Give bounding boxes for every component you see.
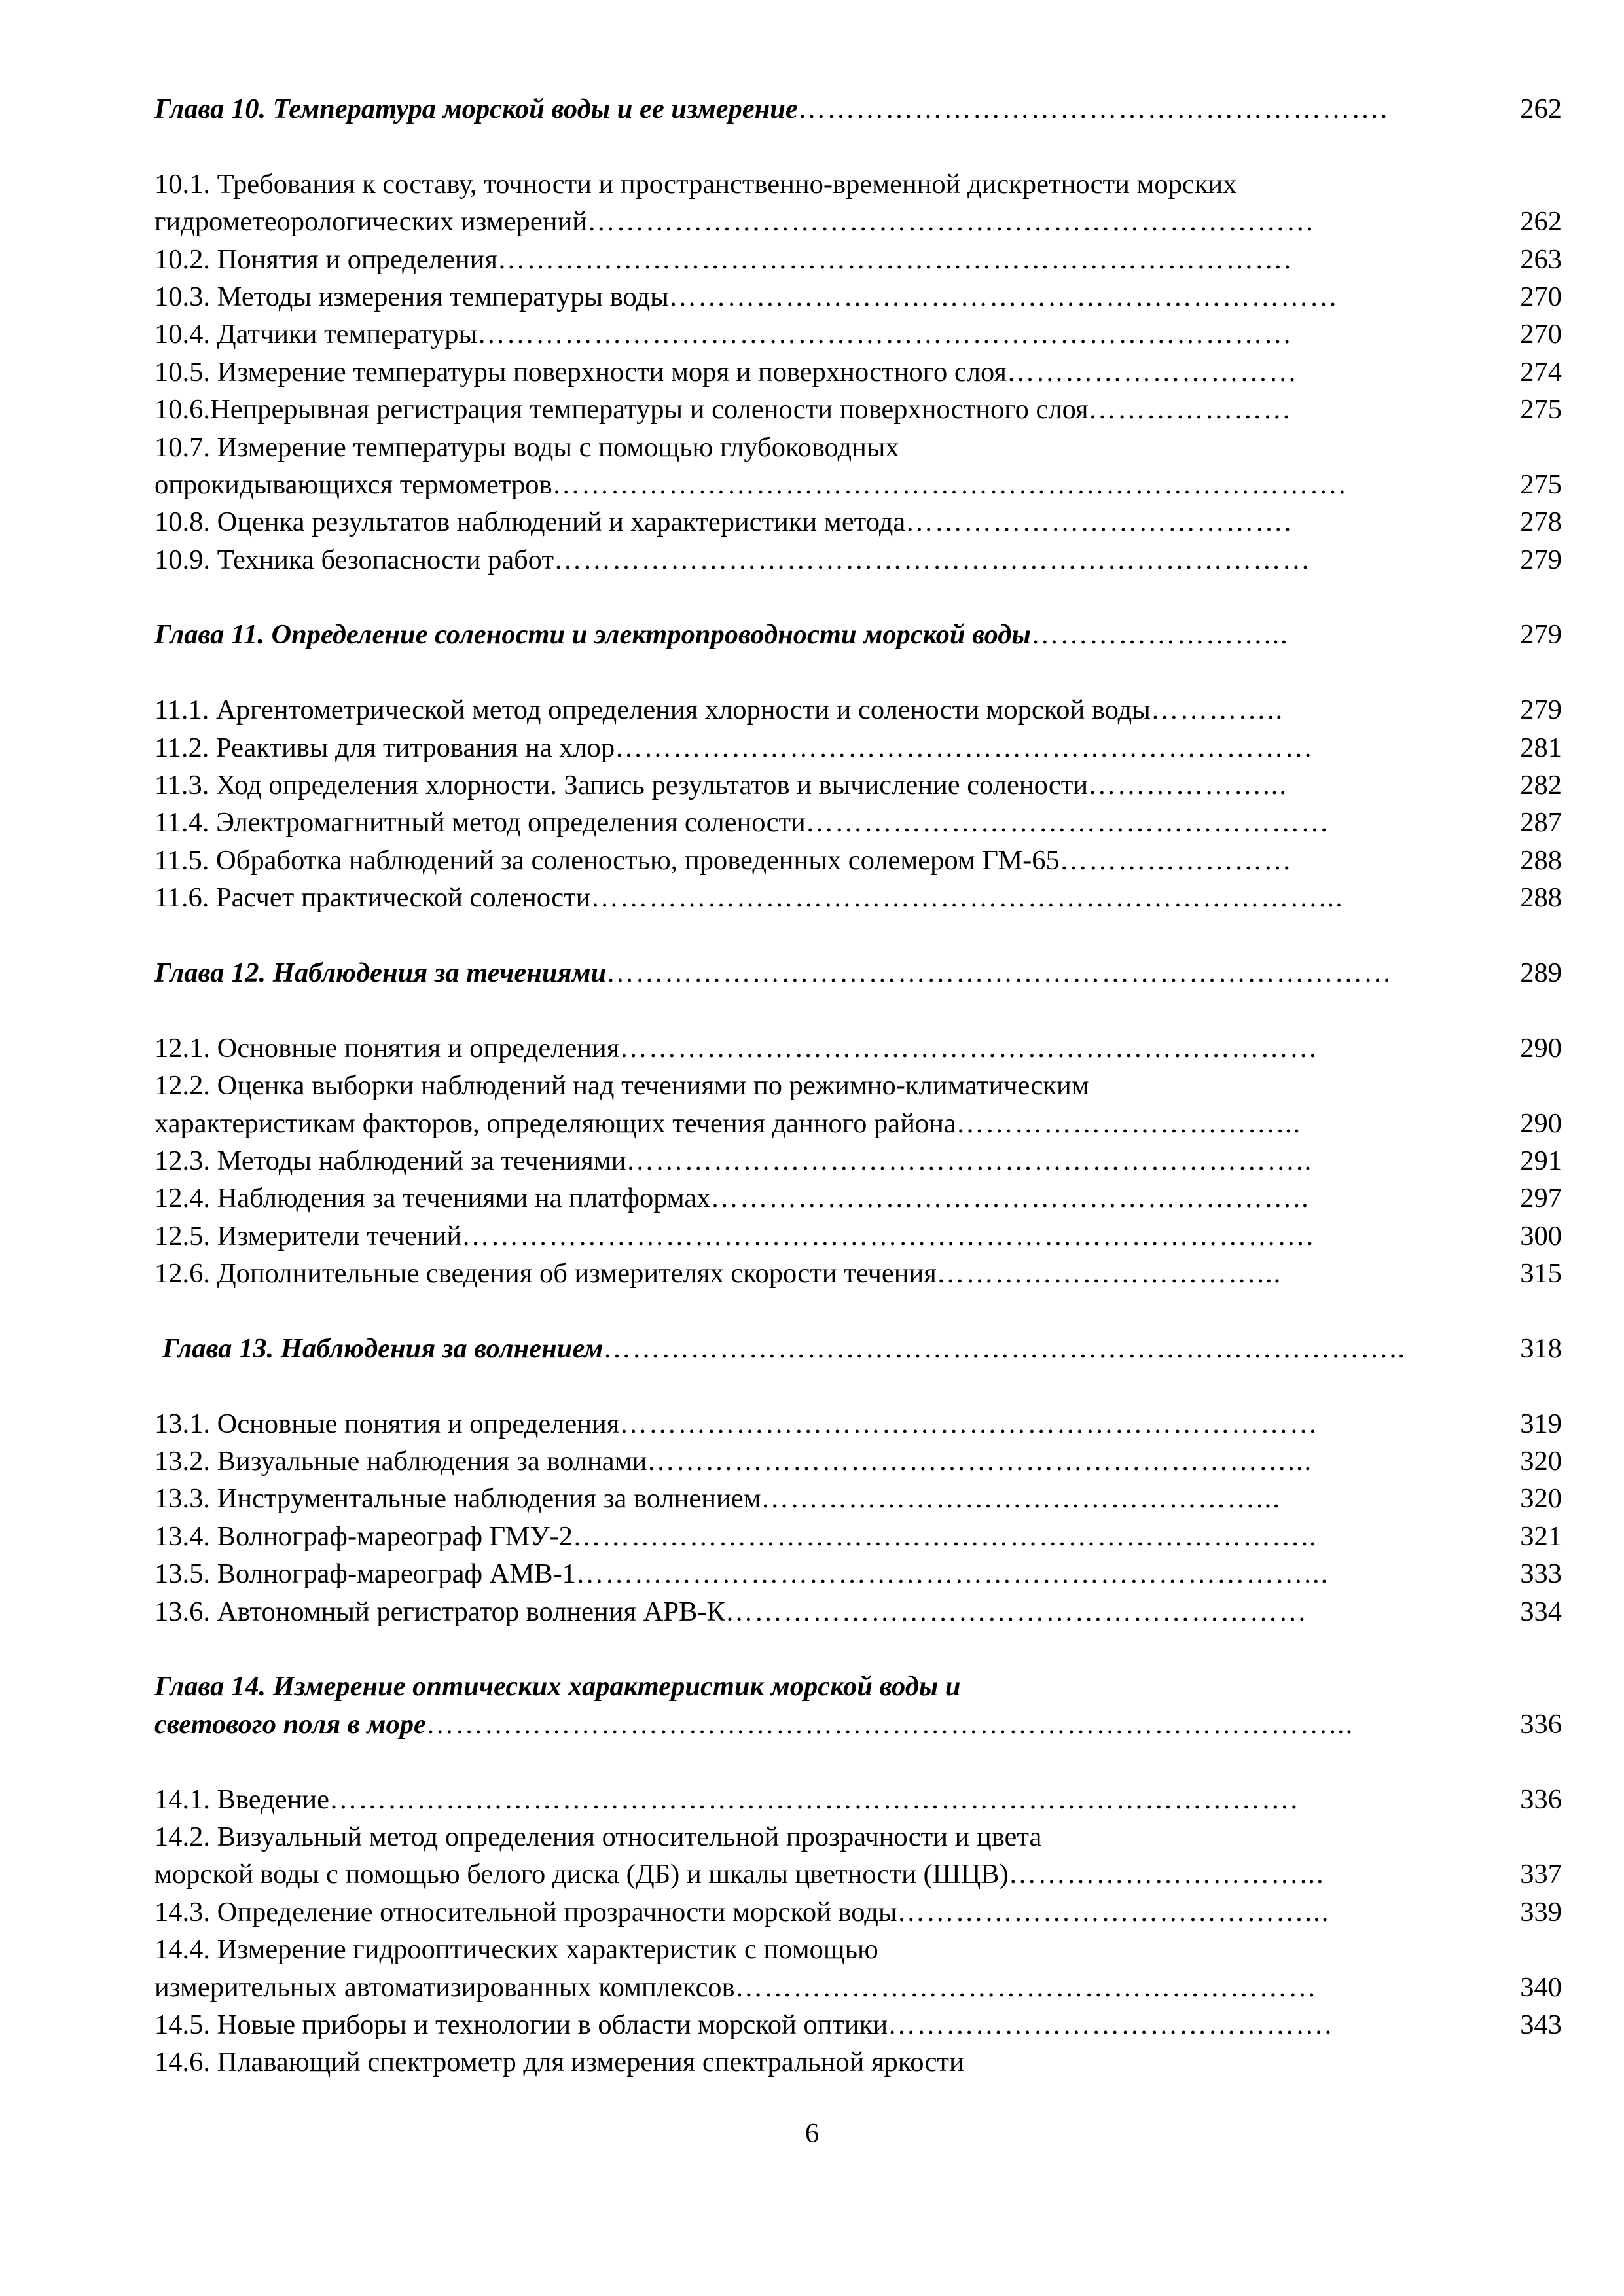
toc-page-number: 282	[1520, 770, 1562, 801]
toc-page-number: 319	[1520, 1408, 1562, 1439]
toc-page-number: 281	[1520, 732, 1562, 763]
toc-spacer	[154, 1743, 1562, 1780]
toc-page-number: 343	[1520, 2009, 1562, 2040]
toc-item-title	[154, 804, 1330, 841]
toc-entry-text: 13.4. Волнограф-мареограф ГМУ-2	[154, 1520, 573, 1552]
toc-entry-text: 12.2. Оценка выборки наблюдений над течениями по режимно-климатическим	[154, 1070, 1089, 1102]
toc-page-number: 287	[1520, 807, 1562, 838]
toc-item-row[interactable]	[154, 2043, 1562, 2081]
toc-item-row[interactable]	[154, 804, 1562, 841]
toc-entry-text: опрокидывающихся термометров	[154, 469, 552, 500]
toc-item-row[interactable]	[154, 1480, 1562, 1517]
toc-page-number: 333	[1520, 1558, 1562, 1590]
toc-item-row[interactable]	[154, 166, 1562, 203]
toc-chapter-row[interactable]	[154, 1668, 1562, 1705]
toc-item-title	[154, 729, 1314, 766]
toc-leader-dots: ………………………………………………………………………	[606, 957, 1393, 988]
toc-entry-text: 10.9. Техника безопасности работ	[154, 544, 554, 575]
toc-item-row[interactable]	[154, 1931, 1562, 1968]
toc-spacer	[154, 917, 1562, 954]
toc-entry-text: гидрометеорологических измерений	[154, 206, 587, 238]
toc-item-row[interactable]	[154, 1969, 1562, 2006]
toc-leader-dots: ………………………………………………	[805, 807, 1330, 838]
toc-item-title	[154, 1818, 1041, 1856]
toc-item-row[interactable]	[154, 2006, 1562, 2043]
toc-entry-text: 10.8. Оценка результатов наблюдений и характеристики метода	[154, 507, 906, 538]
toc-page-number: 340	[1520, 1971, 1562, 2003]
toc-entry-text: 11.1. Аргентометрической метод определения хлорности и солености морской воды	[154, 694, 1151, 726]
toc-item-row[interactable]	[154, 1179, 1562, 1217]
toc-page-number: 275	[1520, 394, 1562, 425]
toc-item-title	[154, 503, 1292, 541]
toc-item-row[interactable]	[154, 879, 1562, 916]
toc-leader-dots: ……………………………………………………………	[668, 281, 1339, 312]
toc-page-number: 337	[1520, 1859, 1562, 1890]
toc-page-number: 321	[1520, 1520, 1562, 1552]
toc-page-number: 336	[1520, 1708, 1562, 1740]
toc-entry-text: 13.6. Автономный регистратор волнения АРВ-К	[154, 1596, 725, 1627]
toc-item-title	[154, 2043, 964, 2081]
toc-item-title	[154, 541, 1311, 579]
toc-item-row[interactable]	[154, 1255, 1562, 1292]
toc-leader-dots: …………………………………………………………………...	[575, 1558, 1329, 1590]
toc-item-row[interactable]	[154, 315, 1562, 353]
toc-entry-text: 10.3. Методы измерения температуры воды	[154, 281, 669, 312]
toc-item-title	[154, 1856, 1325, 1893]
toc-entry-text: 11.3. Ход определения хлорности. Запись результатов и вычисление солености	[154, 770, 1089, 801]
toc-entry-text: Глава 13. Наблюдения за волнением	[162, 1333, 604, 1364]
toc-item-row[interactable]	[154, 541, 1562, 579]
toc-item-row[interactable]	[154, 1555, 1562, 1592]
toc-spacer	[154, 992, 1562, 1029]
toc-page-number: 339	[1520, 1896, 1562, 1928]
toc-item-title	[154, 1781, 1299, 1818]
toc-item-row[interactable]	[154, 466, 1562, 503]
toc-chapter-row[interactable]	[154, 954, 1562, 992]
toc-item-row[interactable]	[154, 391, 1562, 428]
toc-chapter-row[interactable]	[154, 616, 1562, 653]
toc-page-number: 270	[1520, 319, 1562, 350]
toc-item-title	[154, 315, 1293, 353]
toc-item-row[interactable]	[154, 1142, 1562, 1179]
toc-page-number: 279	[1520, 694, 1562, 726]
toc-item-row[interactable]	[154, 1818, 1562, 1856]
toc-page-number: 263	[1520, 243, 1562, 275]
toc-page-number: 297	[1520, 1183, 1562, 1214]
toc-entry-text: 13.3. Инструментальные наблюдения за волнением	[154, 1483, 761, 1515]
toc-page-number: 274	[1520, 356, 1562, 387]
toc-item-row[interactable]	[154, 353, 1562, 391]
toc-entry-text: морской воды с помощью белого диска (ДБ) и шкалы цветности (ШЦВ)	[154, 1859, 1009, 1890]
toc-chapter-title	[154, 1668, 961, 1705]
toc-entry-text: 11.2. Реактивы для титрования на хлор	[154, 732, 615, 763]
toc-item-title	[154, 1105, 1301, 1142]
toc-item-row[interactable]	[154, 1030, 1562, 1067]
toc-entry-text: 13.5. Волнограф-мареограф АМВ-1	[154, 1558, 576, 1590]
toc-entry-text: 10.1. Требования к составу, точности и пространственно-временной дискретности морских	[154, 168, 1237, 200]
toc-chapter-title	[162, 1330, 1406, 1367]
toc-item-row[interactable]	[154, 1067, 1562, 1104]
toc-entry-text: 13.1. Основные понятия и определения	[154, 1408, 620, 1439]
toc-leader-dots: ……………………………………...	[897, 1896, 1330, 1928]
toc-page-number: 336	[1520, 1784, 1562, 1815]
toc-item-title	[154, 166, 1236, 203]
toc-entry-text: 14.6. Плавающий спектрометр для измерения спектральной яркости	[154, 2047, 964, 2078]
toc-entry-text: 14.2. Визуальный метод определения относительной прозрачности и цвета	[154, 1821, 1042, 1852]
toc-item-title	[154, 1067, 1089, 1104]
toc-leader-dots: ……………………...	[1030, 619, 1289, 651]
toc-item-row[interactable]	[154, 1781, 1562, 1818]
toc-page-number: 334	[1520, 1596, 1562, 1627]
toc-item-row[interactable]	[154, 1518, 1562, 1555]
toc-item-title	[154, 1142, 1312, 1179]
toc-page-number: 290	[1520, 1107, 1562, 1139]
toc-item-row[interactable]	[154, 766, 1562, 804]
toc-chapter-row[interactable]	[154, 90, 1562, 128]
toc-item-row[interactable]	[154, 1105, 1562, 1142]
toc-leader-dots: ……………………………………………...	[761, 1483, 1281, 1515]
toc-leader-dots: ……………………………………………………………………	[554, 544, 1312, 575]
toc-entry-text: светового поля в море	[154, 1708, 426, 1740]
toc-spacer	[154, 1630, 1562, 1668]
toc-entry-text: 12.1. Основные понятия и определения	[154, 1032, 620, 1064]
toc-page-number: 262	[1520, 206, 1562, 238]
toc-leader-dots: …………………………………………………………………………	[477, 319, 1293, 350]
toc-entry-text: 12.4. Наблюдения за течениями на платформах	[154, 1183, 711, 1214]
table-of-contents	[154, 90, 1562, 2081]
toc-entry-text: 11.6. Расчет практической солености	[154, 882, 591, 914]
toc-entry-text: 10.6.Непрерывная регистрация температуры и солености поверхностного слоя	[154, 394, 1089, 425]
toc-item-title	[154, 391, 1292, 428]
toc-spacer	[154, 654, 1562, 691]
toc-page-number: 270	[1520, 281, 1562, 312]
toc-page-number: 279	[1520, 619, 1562, 651]
toc-leader-dots: ……………………………………….	[888, 2009, 1333, 2040]
toc-item-title	[154, 2006, 1333, 2043]
page-number: 6	[804, 2118, 820, 2149]
toc-page-number: 289	[1520, 957, 1562, 988]
toc-entry-text: Глава 11. Определение солености и электропроводности морской воды	[154, 619, 1031, 651]
toc-entry-text: характеристикам факторов, определяющих течения данного района	[154, 1107, 956, 1139]
toc-leader-dots: ……………………………………………………………………….	[497, 243, 1292, 275]
toc-chapter-title	[154, 954, 1393, 992]
toc-item-row[interactable]	[154, 1443, 1562, 1480]
toc-item-row[interactable]	[154, 1593, 1562, 1630]
toc-chapter-row[interactable]	[154, 1330, 1562, 1367]
toc-page-number: 288	[1520, 882, 1562, 914]
toc-leader-dots: ……………………………………………………	[725, 1596, 1308, 1627]
toc-entry-text: измерительных автоматизированных комплексов	[154, 1971, 735, 2003]
toc-item-row[interactable]	[154, 429, 1562, 466]
toc-item-title	[154, 1893, 1329, 1931]
toc-page-number: 315	[1520, 1258, 1562, 1289]
toc-entry-text: 14.1. Введение	[154, 1784, 329, 1815]
toc-item-title	[154, 1969, 1318, 2006]
toc-item-title	[154, 1443, 1312, 1480]
toc-leader-dots: …………………………………………………………………………………...	[425, 1708, 1354, 1740]
toc-page-number: 288	[1520, 844, 1562, 876]
toc-leader-dots: …………………………………………………………………...	[590, 882, 1344, 914]
toc-leader-dots: …………………	[1088, 394, 1293, 425]
toc-item-title	[154, 278, 1339, 315]
toc-page-number: 262	[1520, 94, 1562, 124]
toc-leader-dots: …………………………………………………….	[797, 94, 1389, 124]
toc-item-title	[154, 466, 1347, 503]
toc-leader-dots: ………………...	[1088, 770, 1288, 801]
toc-page-number: 318	[1520, 1333, 1562, 1364]
toc-item-title	[154, 1518, 1318, 1555]
toc-item-title	[154, 879, 1344, 916]
toc-spacer	[154, 1293, 1562, 1330]
toc-leader-dots: …………………………………………………………………………….	[461, 1220, 1315, 1251]
toc-leader-dots: ……………………………………………………………..	[626, 1145, 1313, 1176]
toc-page-number: 320	[1520, 1483, 1562, 1515]
toc-item-row[interactable]	[154, 278, 1562, 315]
toc-leader-dots: ……………………………...	[956, 1107, 1302, 1139]
toc-leader-dots: ………………………………….	[905, 507, 1293, 538]
toc-item-row[interactable]	[154, 729, 1562, 766]
toc-leader-dots: …………………………………………………………...	[647, 1446, 1313, 1477]
toc-item-title	[154, 842, 1293, 879]
toc-entry-text: 14.3. Определение относительной прозрачности морской воды	[154, 1896, 897, 1928]
toc-leader-dots: …………………………...	[1008, 1859, 1325, 1890]
toc-item-row[interactable]	[154, 842, 1562, 879]
toc-leader-dots: ………………………………………………………………	[615, 732, 1314, 763]
toc-entry-text: 14.4. Измерение гидрооптических характеристик с помощью	[154, 1934, 878, 1965]
toc-item-title	[154, 1931, 878, 1968]
toc-item-title	[154, 1179, 1310, 1217]
toc-item-title	[154, 1030, 1318, 1067]
toc-entry-text: Глава 10. Температура морской воды и ее измерение	[154, 94, 798, 124]
toc-item-title	[154, 353, 1298, 391]
toc-item-row[interactable]	[154, 503, 1562, 541]
toc-leader-dots: ……………………………………………………	[734, 1971, 1318, 2003]
toc-item-title	[154, 1405, 1318, 1443]
toc-page-number: 290	[1520, 1032, 1562, 1064]
toc-leader-dots: …………………………………………………………………	[586, 206, 1316, 238]
toc-spacer	[154, 128, 1562, 165]
toc-leader-dots: …………..	[1150, 694, 1284, 726]
toc-entry-text: 14.5. Новые приборы и технологии в области морской оптики	[154, 2009, 888, 2040]
toc-chapter-row[interactable]	[154, 1706, 1562, 1743]
toc-leader-dots: ………………………………………………………………	[619, 1408, 1319, 1439]
toc-item-row[interactable]	[154, 1893, 1562, 1931]
toc-item-row[interactable]	[154, 1405, 1562, 1443]
toc-page-number: 291	[1520, 1145, 1562, 1176]
toc-leader-dots: ……………………	[1059, 844, 1293, 876]
toc-leader-dots: …………………………	[1006, 356, 1298, 387]
toc-item-title	[154, 1217, 1314, 1255]
toc-chapter-title	[154, 90, 1388, 128]
toc-entry-text: Глава 12. Наблюдения за течениями	[154, 957, 607, 988]
toc-entry-text: Глава 14. Измерение оптических характеристик морской воды и	[154, 1671, 961, 1702]
toc-item-title	[154, 766, 1288, 804]
toc-page-number: 275	[1520, 469, 1562, 500]
toc-item-title	[154, 203, 1315, 240]
toc-entry-text: 12.6. Дополнительные сведения об измерителях скорости течения	[154, 1258, 937, 1289]
toc-item-title	[154, 1555, 1329, 1592]
toc-item-title	[154, 429, 899, 466]
toc-entry-text: 10.7. Измерение температуры воды с помощью глубоководных	[154, 431, 899, 463]
toc-item-row[interactable]	[154, 241, 1562, 278]
toc-leader-dots: …………………………………………………………………..	[572, 1520, 1318, 1552]
toc-item-title	[154, 241, 1292, 278]
toc-item-title	[154, 691, 1284, 728]
toc-entry-text: 13.2. Визуальные наблюдения за волнами	[154, 1446, 647, 1477]
toc-item-row[interactable]	[154, 691, 1562, 728]
toc-entry-text: 10.4. Датчики температуры	[154, 319, 478, 350]
toc-page-number: 300	[1520, 1220, 1562, 1251]
toc-entry-text: 12.5. Измерители течений	[154, 1220, 462, 1251]
toc-leader-dots: ………………………………………………………………………..	[603, 1333, 1407, 1364]
toc-page-number: 279	[1520, 544, 1562, 575]
toc-spacer	[154, 579, 1562, 616]
toc-item-row[interactable]	[154, 203, 1562, 240]
toc-chapter-title	[154, 1706, 1354, 1743]
toc-item-title	[154, 1480, 1281, 1517]
toc-entry-text: 10.5. Измерение температуры поверхности моря и поверхностного слоя	[154, 356, 1007, 387]
toc-item-title	[154, 1255, 1282, 1292]
toc-leader-dots: ……………………………………………………………………………………….	[329, 1784, 1299, 1815]
toc-leader-dots: ……………………………...	[936, 1258, 1282, 1289]
toc-entry-text: 11.5. Обработка наблюдений за соленостью, проведенных солемером ГМ-65	[154, 844, 1060, 876]
toc-leader-dots: ………………………………………………………………	[619, 1032, 1319, 1064]
toc-item-row[interactable]	[154, 1856, 1562, 1893]
toc-entry-text: 11.4. Электромагнитный метод определения солености	[154, 807, 806, 838]
toc-entry-text: 10.2. Понятия и определения	[154, 243, 497, 275]
toc-page-number: 278	[1520, 507, 1562, 538]
toc-page-number: 320	[1520, 1446, 1562, 1477]
toc-item-row[interactable]	[154, 1217, 1562, 1255]
toc-item-title	[154, 1593, 1308, 1630]
toc-leader-dots: ……………………………………………………..	[710, 1183, 1310, 1214]
toc-leader-dots: ……………………………………………………………………….	[552, 469, 1347, 500]
toc-entry-text: 12.3. Методы наблюдений за течениями	[154, 1145, 626, 1176]
toc-spacer	[154, 1367, 1562, 1405]
toc-chapter-title	[154, 616, 1289, 653]
